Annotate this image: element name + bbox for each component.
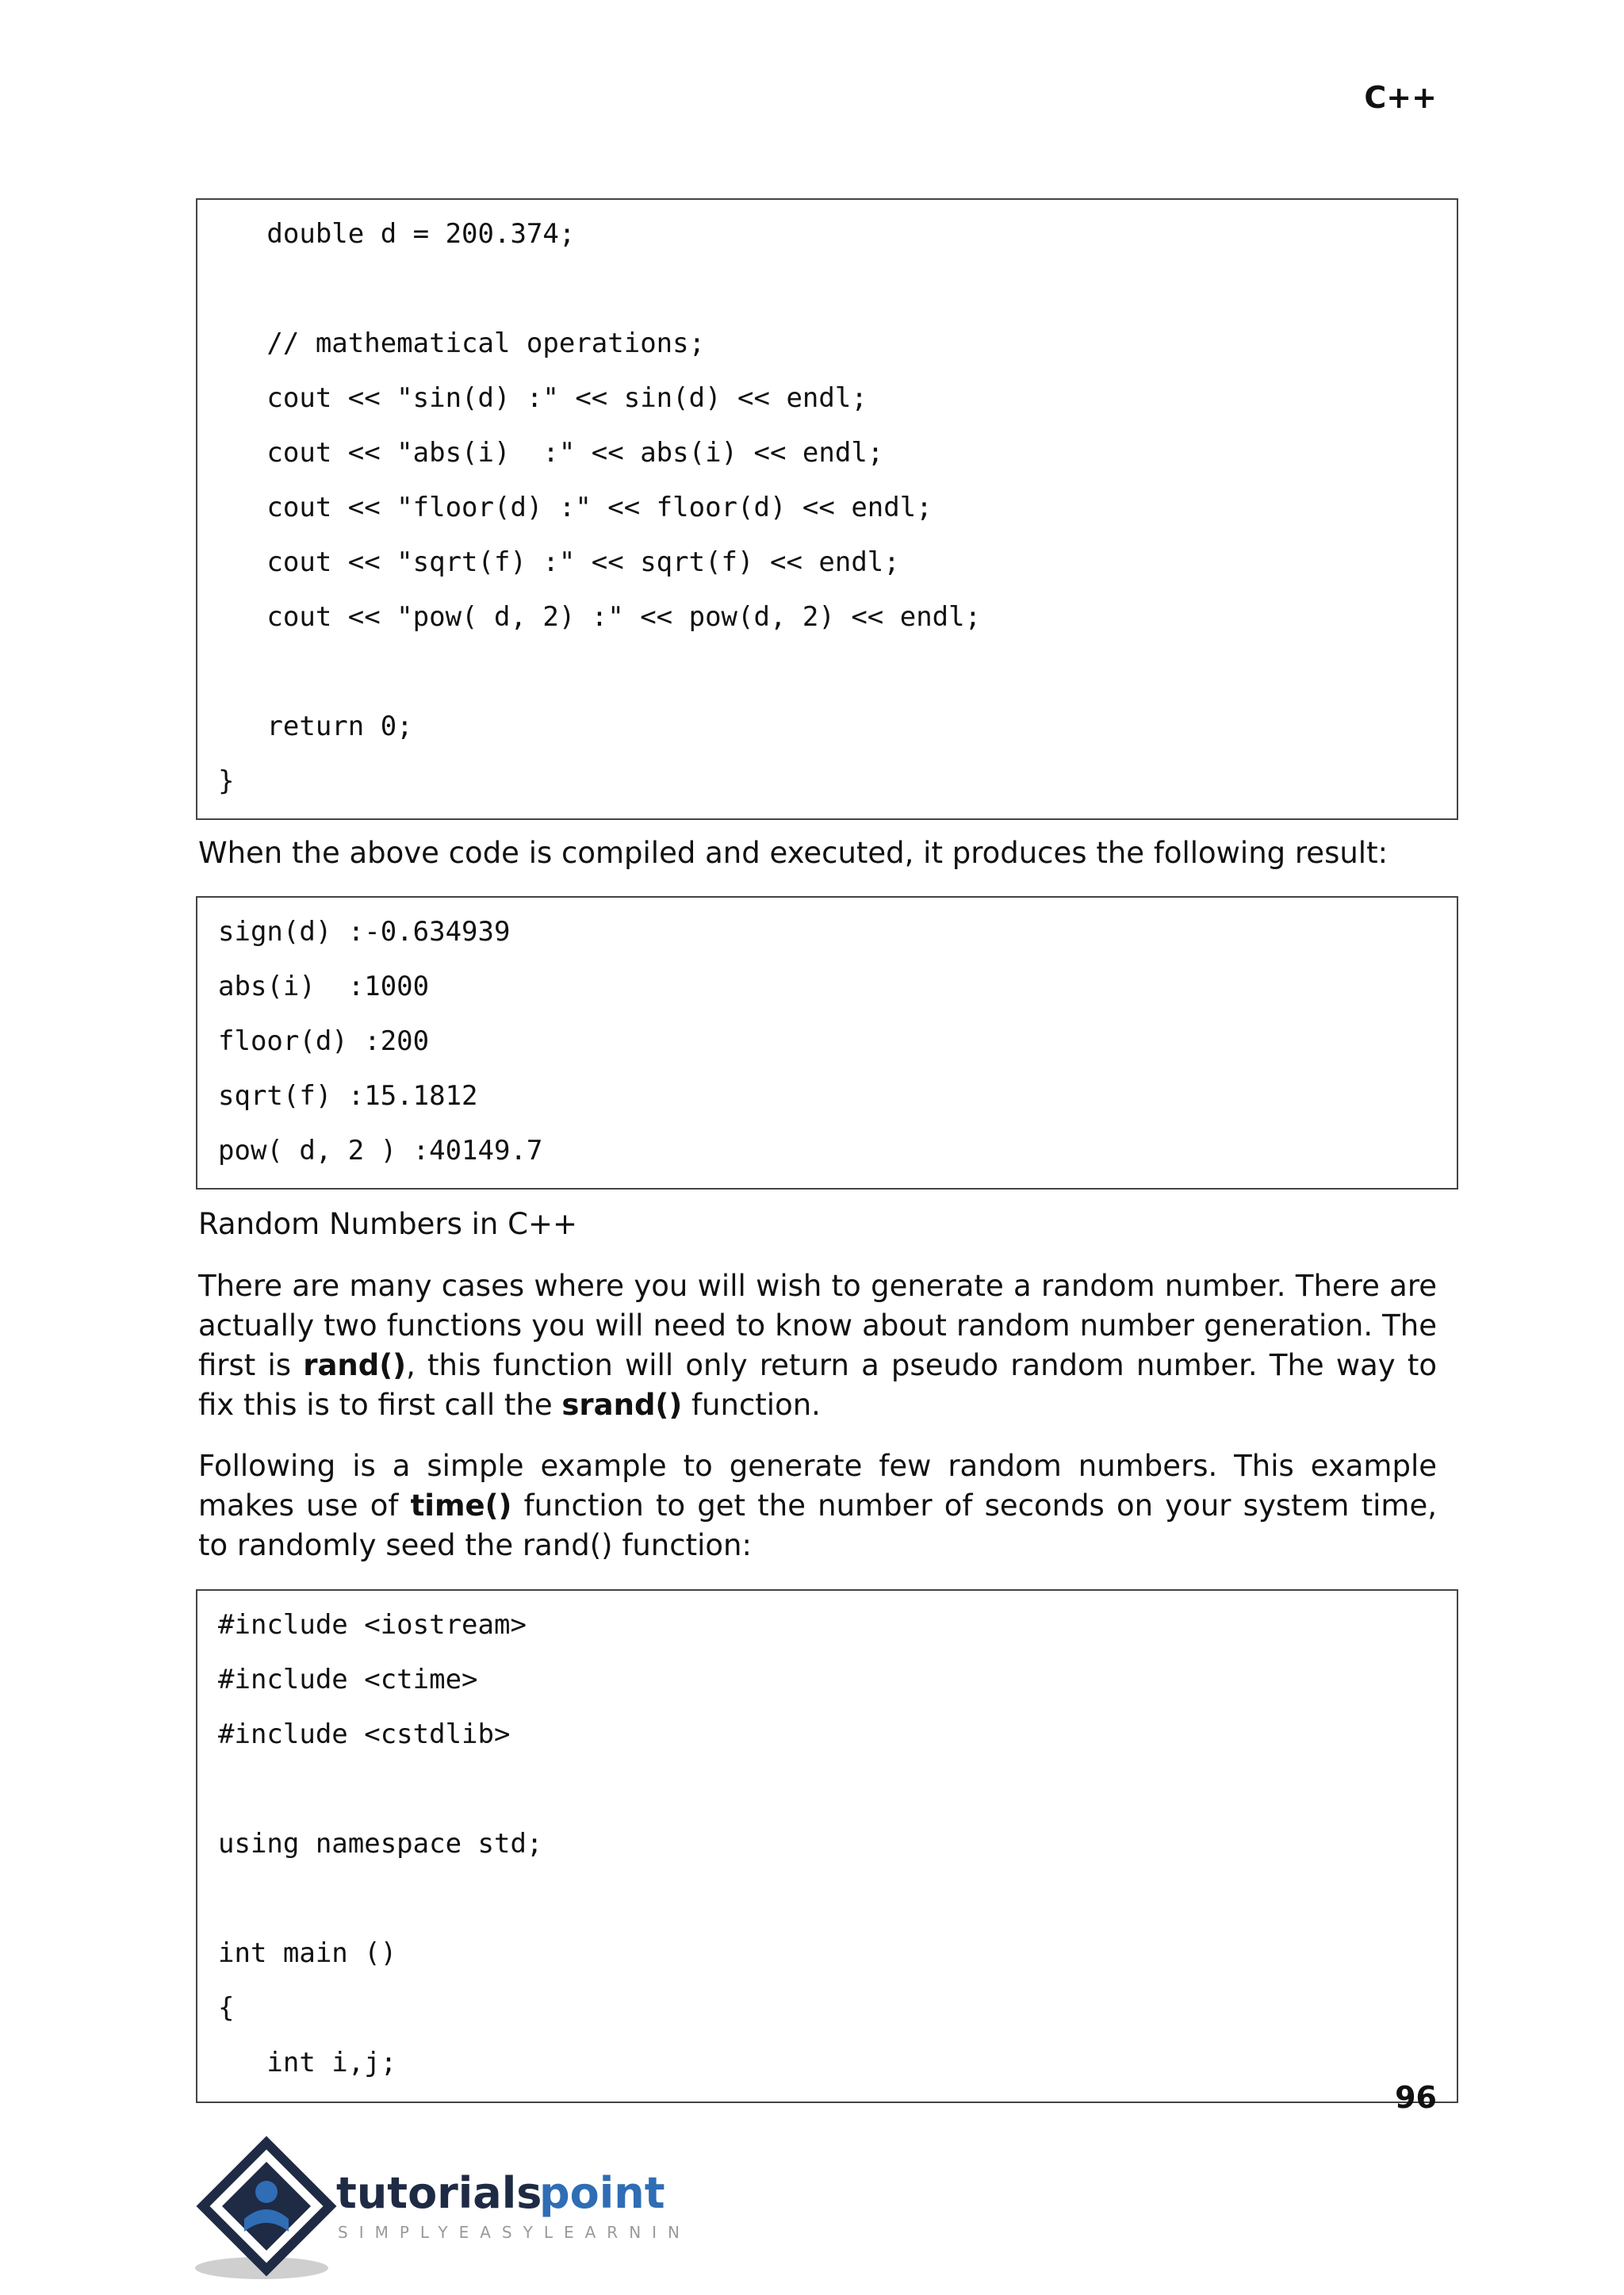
paragraph-text: There are many cases where you will wish to generate a random number. There are actually two functions you will need to know about random number generation. The first is — [198, 1269, 1437, 1382]
code-block-2 — [196, 1589, 1458, 2103]
code-line: double d = 200.374; — [218, 218, 576, 250]
code-line: } — [218, 765, 235, 797]
output-line: sign(d) :-0.634939 — [218, 916, 511, 948]
code-line: #include <ctime> — [218, 1664, 478, 1695]
code-line: // mathematical operations; — [218, 328, 706, 359]
code-block-1 — [196, 198, 1458, 820]
paragraph-text: Following is a simple example to generate few random numbers. This example makes use of — [198, 1449, 1437, 1523]
code-line: return 0; — [218, 711, 413, 742]
code-line: { — [218, 1992, 235, 2024]
logo-graphic — [195, 2133, 687, 2284]
paragraph-text: function. — [682, 1388, 821, 1422]
output-line: floor(d) :200 — [218, 1025, 430, 1057]
code-line: int main () — [218, 1937, 397, 1969]
inline-code-rand: rand() — [303, 1348, 407, 1382]
output-line: sqrt(f) :15.1812 — [218, 1080, 478, 1112]
result-intro-text: When the above code is compiled and executed, it produces the following result: — [198, 836, 1388, 870]
logo-tagline: SIMPLYEASYLEARNING — [338, 2223, 687, 2242]
code-line: #include <cstdlib> — [218, 1718, 511, 1750]
output-block — [196, 896, 1458, 1190]
paragraph-text: , this function will only return a pseudo random number. The way to fix this is to first call the — [198, 1348, 1437, 1422]
paragraph-time-example — [198, 1446, 1437, 1565]
inline-code-time: time() — [410, 1488, 512, 1523]
code-line: cout << "sin(d) :" << sin(d) << endl; — [218, 382, 868, 414]
code-line: cout << "pow( d, 2) :" << pow(d, 2) << endl; — [218, 601, 982, 633]
output-line: pow( d, 2 ) :40149.7 — [218, 1135, 543, 1167]
logo-word-tutorials: tutorials — [336, 2168, 542, 2218]
page-number: 96 — [1395, 2080, 1437, 2115]
logo-head — [255, 2181, 278, 2203]
output-line: abs(i) :1000 — [218, 971, 430, 1002]
paragraph-rand-functions — [198, 1266, 1437, 1425]
code-line: cout << "sqrt(f) :" << sqrt(f) << endl; — [218, 546, 900, 578]
inline-code-srand: srand() — [561, 1388, 683, 1422]
code-line: cout << "floor(d) :" << floor(d) << endl; — [218, 492, 933, 523]
code-line: int i,j; — [218, 2047, 397, 2079]
code-line: #include <iostream> — [218, 1609, 527, 1641]
logo-word-point: point — [539, 2168, 665, 2218]
paragraph-text: function to get the number of seconds on your system time, to randomly seed the rand() function: — [198, 1488, 1437, 1562]
page-header-title: C++ — [1364, 80, 1437, 115]
tutorialspoint-logo — [195, 2133, 687, 2284]
code-line: using namespace std; — [218, 1828, 543, 1860]
section-heading: Random Numbers in C++ — [198, 1207, 577, 1241]
code-line: cout << "abs(i) :" << abs(i) << endl; — [218, 437, 884, 469]
